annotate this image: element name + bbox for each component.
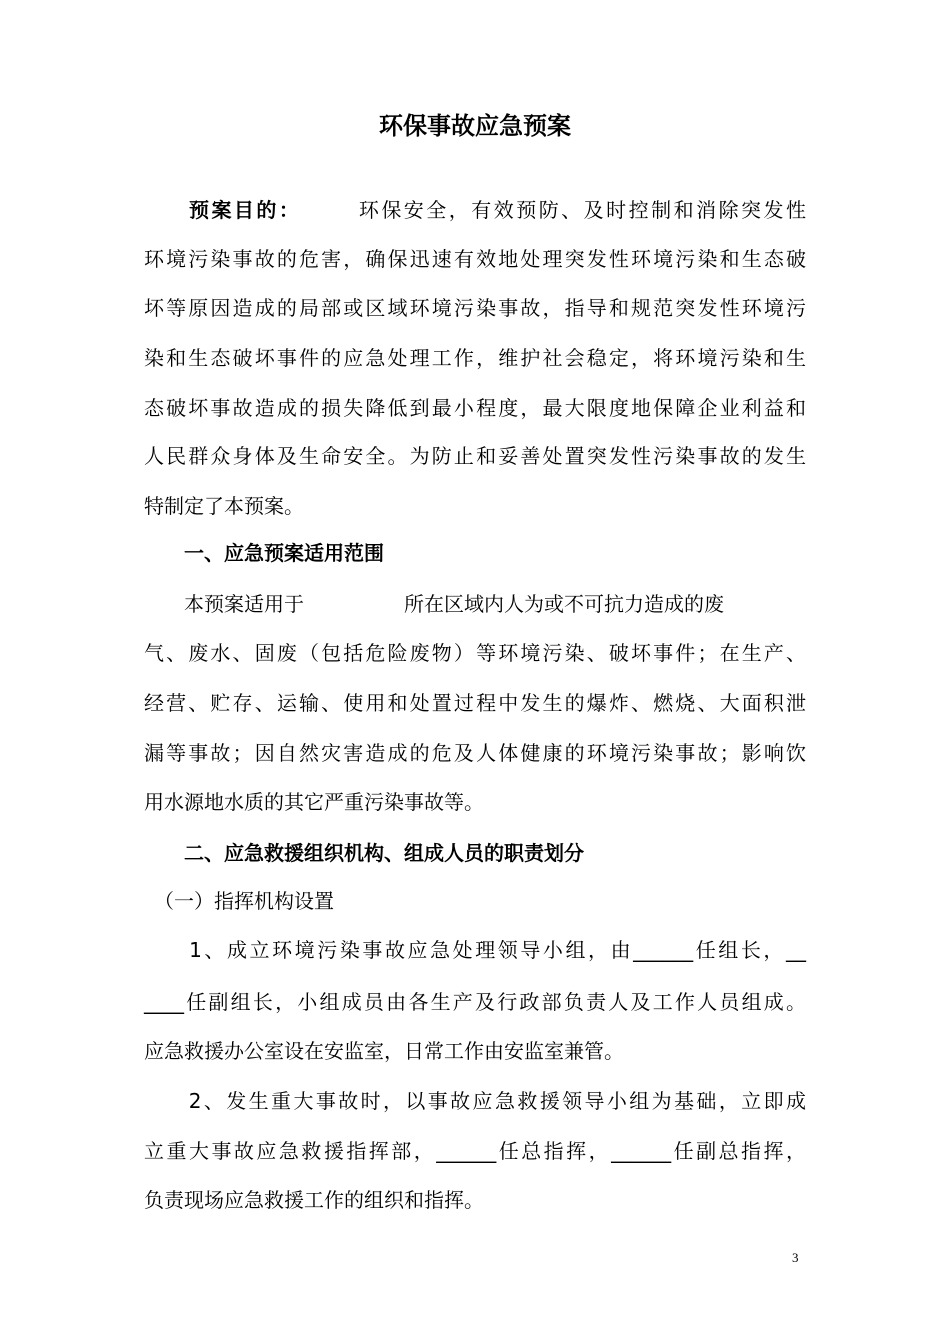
- text-line: 染和生态破坏事件的应急处理工作，维护社会稳定，将环境污染和生: [144, 346, 806, 370]
- text-line: 二、应急救援组织机构、组成人员的职责划分: [144, 841, 584, 865]
- text-line: （一）指挥机构设置: [144, 889, 334, 913]
- text-line: ____任副组长，小组成员由各生产及行政部负责人及工作人员组成。: [144, 990, 806, 1014]
- text-line: 立重大事故应急救援指挥部，______任总指挥，______任副总指挥，: [144, 1139, 806, 1163]
- text-line: 负责现场应急救援工作的组织和指挥。: [144, 1188, 484, 1212]
- text-line: [144, 195, 806, 225]
- text-line: 坏等原因造成的局部或区域环境污染事故，指导和规范突发性环境污: [144, 296, 806, 320]
- label-bold: 预案目的：: [144, 198, 292, 222]
- text-line: 2、发生重大事故时，以事故应急救援领导小组为基础，立即成: [144, 1089, 806, 1113]
- text-line: 用水源地水质的其它严重污染事故等。: [144, 790, 484, 814]
- text-line: 特制定了本预案。: [144, 494, 304, 518]
- text-line: 本预案适用于 所在区域内人为或不可抗力造成的废: [144, 592, 724, 616]
- text-line: 一、应急预案适用范围: [144, 541, 384, 565]
- text-line: 环境污染事故的危害，确保迅速有效地处理突发性环境污染和生态破: [144, 247, 806, 271]
- text-line: 态破坏事故造成的损失降低到最小程度，最大限度地保障企业利益和: [144, 396, 806, 420]
- label-rest: 环保安全，有效预防、及时控制和消除突发性: [291, 198, 807, 222]
- text-line: 经营、贮存、运输、使用和处置过程中发生的爆炸、燃烧、大面积泄: [144, 691, 806, 715]
- text-line: 气、废水、固废（包括危险废物）等环境污染、破坏事件；在生产、: [144, 641, 806, 665]
- document-title: 环保事故应急预案: [379, 112, 571, 140]
- page-number: 3: [792, 1250, 799, 1265]
- text-line: 人民群众身体及生命安全。为防止和妥善处置突发性污染事故的发生: [144, 444, 806, 468]
- text-line: 漏等事故；因自然灾害造成的危及人体健康的环境污染事故；影响饮: [144, 741, 806, 765]
- text-line: 应急救援办公室设在安监室，日常工作由安监室兼管。: [144, 1039, 624, 1063]
- text-line: 1、成立环境污染事故应急处理领导小组，由______任组长，__: [144, 938, 806, 962]
